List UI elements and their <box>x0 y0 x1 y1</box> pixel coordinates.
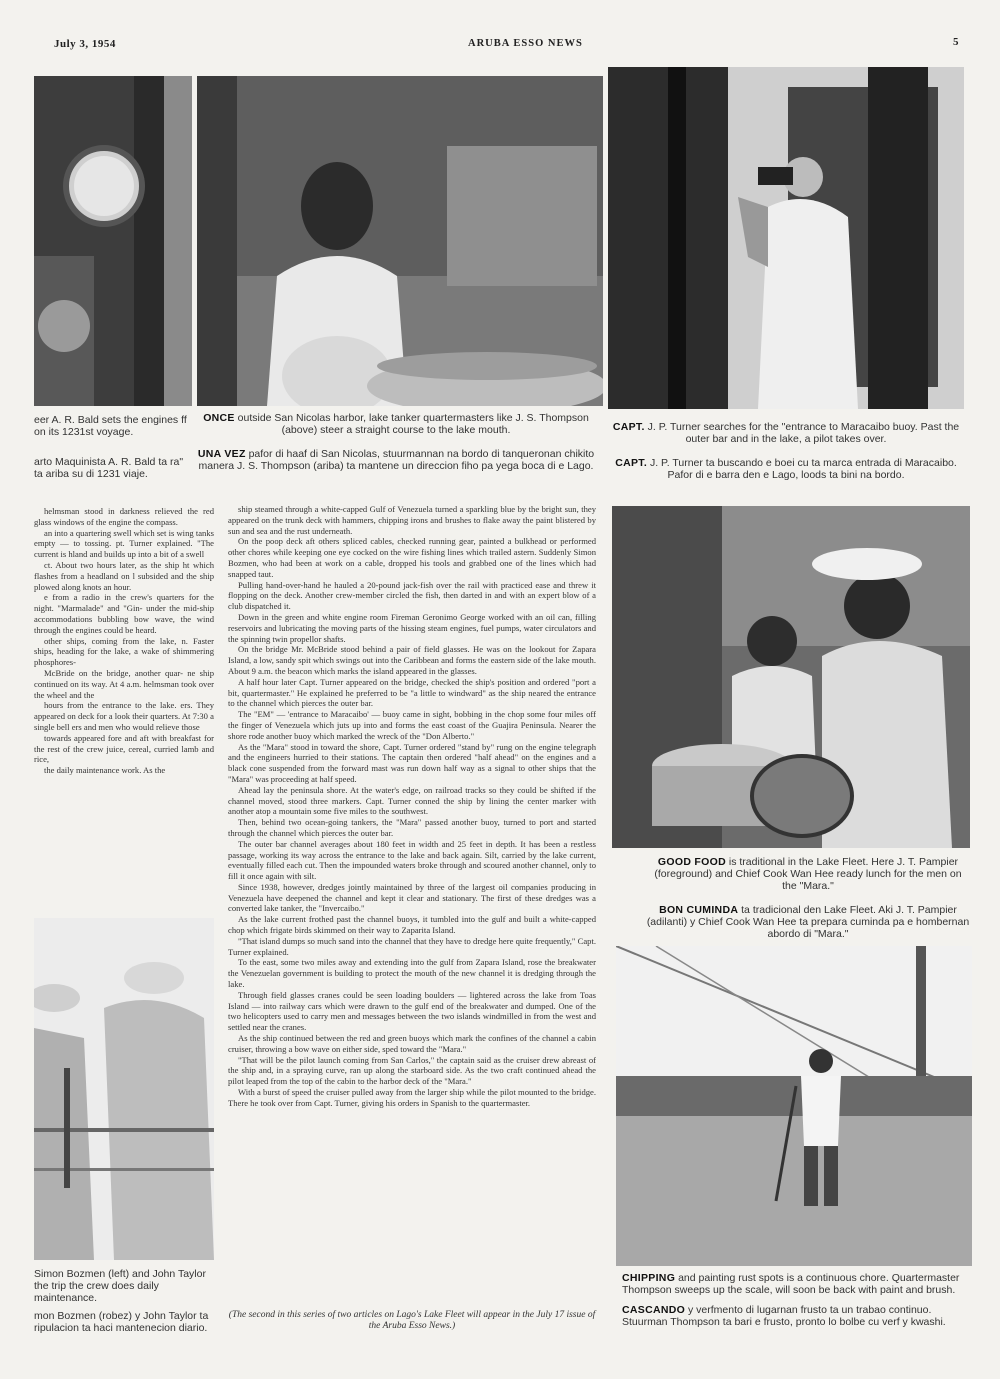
thompson-caption-papiamento-lead: UNA VEZ <box>197 448 246 460</box>
bozmen-caption-papiamento: mon Bozmen (robez) y John Taylor ta ripulacion ta haci mantenecion diario. <box>34 1310 209 1334</box>
chipping-caption-english-lead: CHIPPING <box>622 1272 676 1284</box>
left-article-column <box>34 506 214 896</box>
bozmen-caption <box>34 1268 214 1334</box>
chipping-photo <box>616 946 972 1266</box>
article-paragraph: A half hour later Capt. Turner appeared on the bridge, checked the ship's position and ordered "port a bit, quartermaster." He explained he preferred to be "a little to windward" as the ship neared the entrance to the channel which pierces the outer bar. <box>228 676 596 709</box>
article-paragraph: ct. About two hours later, as the ship ht which flashes from a headland on l subsided and the ship plowed along knots an hour. <box>34 559 214 592</box>
chipping-caption <box>622 1272 970 1328</box>
article-paragraph: hours from the entrance to the lake. ers. They appeared on deck for a look their quarters. At 7:30 a single bell ers and men who would relieve those <box>34 700 214 732</box>
article-paragraph: other ships, coming from the lake, n. Faster ships, heading for the lake, a wake of shimmering phosphores- <box>34 635 214 668</box>
article-paragraph: The "EM" — 'entrance to Maracaibo' — buoy came in sight, bobbing in the chop some four miles off the finger of Venezuela which juts up into and forms the east coast of the Guajira Peninsula. Nearer the shore rode another buoy which marked the wreck of the "Don Alberto." <box>228 709 596 741</box>
article-paragraph: Down in the green and white engine room Fireman Geronimo George worked with an oil can, filling reservoirs and lubricating the moving parts of the hissing steam engines, fuel pumps, water circulators and the spinning twin propellor shafts. <box>228 611 596 644</box>
article-paragraph: McBride on the bridge, another quar- ne ship continued on its way. At 4 a.m. helmsman took over the wheel and the <box>34 667 214 700</box>
article-paragraph: Then, behind two ocean-going tankers, the "Mara" passed another buoy, turned to port and started through the channel which pierces the outer bar. <box>228 817 596 838</box>
turner-caption-english: J. P. Turner searches for the "entrance to Maracaibo buoy. Past the outer bar and in the lake, a pilot takes over. <box>647 421 960 445</box>
article-paragraph: As the "Mara" stood in toward the shore, Capt. Turner ordered "stand by" rung on the engine telegraph and the engineers hurried to their stations. The captain then ordered "half ahead" on the engines and a black cone suspended from the forward mast was run down half way as a signal to other ships that the "Mara" was proceeding at half speed. <box>228 741 596 784</box>
thompson-photo <box>197 76 603 406</box>
chipping-caption-papiamento-lead: CASCANDO <box>622 1304 686 1316</box>
thompson-caption <box>196 412 596 472</box>
article-paragraph: Since 1938, however, dredges jointly maintained by three of the largest oil companies producing in Venezuela have deepened the channel and kept it clear and stationary. The first of these dredges was a converted lake tanker, the "Invercaibo." <box>228 881 596 914</box>
bozmen-caption-english: Simon Bozmen (left) and John Taylor the trip the crew does daily maintenance. <box>34 1268 206 1304</box>
article-paragraph: Through field glasses cranes could be seen loading boulders — lightered across the lake from Toas Island — into railway cars which were drawn to the gulf end of the breakwater and dumped. One of the two helicopters used to carry men and messages between the two islands windmilled in from the west and settled near the cranes. <box>228 989 596 1033</box>
thompson-caption-english-lead: ONCE <box>203 412 235 424</box>
article-paragraph: ship steamed through a white-capped Gulf of Venezuela turned a sparkling blue by the bright sun, they appeared on the trunk deck with hammers, chipping irons and brushes to flake away the paint blistered by sun and sea and the rust underneath. <box>228 504 596 536</box>
food-caption-english: is traditional in the Lake Fleet. Here J. T. Pampier (foreground) and Chief Cook Wan Hee ready lunch for the men on the "Mara." <box>654 856 962 892</box>
article-paragraph: an into a quartering swell which set is wing tanks empty — to tossing. pt. Turner explained. "The current is hland and builds up into a bit of a swell <box>34 527 214 560</box>
engineer-photo <box>34 76 192 406</box>
thompson-caption-english: outside San Nicolas harbor, lake tanker quartermasters like J. S. Thompson (above) steer a straight course to the lake mouth. <box>237 412 589 436</box>
cooks-photo <box>612 506 970 848</box>
turner-caption-papiamento: J. P. Turner ta buscando e boei cu ta marca entrada di Maracaibo. Pafor di e barra den e Lago, loods ta bini na bordo. <box>649 457 957 481</box>
article-paragraph: the daily maintenance work. As the <box>44 765 166 776</box>
food-caption-papiamento-lead: BON CUMINDA <box>659 904 739 916</box>
middle-article-column <box>228 504 596 1304</box>
article-paragraph: towards appeared fore and aft with breakfast for the rest of the crew juice, cereal, curried lamb and rice, <box>34 732 214 765</box>
page-number: 5 <box>953 36 959 48</box>
article-paragraph: helmsman stood in darkness relieved the red glass windows of the engine the compass. <box>34 506 214 527</box>
engineer-caption-english: eer A. R. Bald sets the engines ff on its 1231st voyage. <box>34 414 187 438</box>
article-paragraph: With a burst of speed the cruiser pulled away from the larger ship while the pilot mounted to the bridge. There he took over from Capt. Turner, giving his orders in Spanish to the quartermaster. <box>228 1087 596 1108</box>
article-paragraph: Pulling hand-over-hand he hauled a 20-pound jack-fish over the rail with practiced ease and threw it flopping on the deck. Another crew-member circled the fish, then darted in and with an expert blow of a club dispatched it. <box>228 579 596 612</box>
chipping-caption-english: and painting rust spots is a continuous chore. Quartermaster Thompson sweeps up the scale, will soon be back with paint and brush. <box>622 1272 960 1296</box>
article-paragraph: To the east, some two miles away and extending into the gulf from Zapara Island, rose the breakwater the Venezuelan government is building to protect the mouth of the new channel it is dredging through the lake. <box>228 957 596 990</box>
food-caption-english-lead: GOOD FOOD <box>657 856 726 868</box>
turner-caption-english-lead: CAPT. <box>612 421 645 433</box>
article-paragraph: As the lake current frothed past the channel buoys, it tumbled into the gulf and built a white-capped chop which frigate birds skimmed on their way to Zaparita Island. <box>228 914 596 936</box>
article-paragraph: "That will be the pilot launch coming from San Carlos," the captain said as the cruiser drew abreast of the ship and, in a spraying curve, ran up along the starboard side. As the two craft continued ahead the pilot leaped from the top of the cabin to the harbor deck of the "Mara." <box>228 1054 596 1087</box>
article-paragraph: On the bridge Mr. McBride stood behind a pair of field glasses. He was on the lookout for Zapara Island, a low, sandy spit which swings out into the Caribbean and forms the eastern side of the lake mouth. About 9 a.m. the beacon which marks the island appeared in the glasses. <box>228 644 596 676</box>
series-note: (The second in this series of two articles on Lago's Lake Fleet will appear in the July 17 issue of the Aruba Esso News.) <box>228 1310 596 1331</box>
food-caption <box>646 856 970 940</box>
article-paragraph: e from a radio in the crew's quarters for the night. "Marmalade" and "Gin- under the mid-ship accommodations bubbling bow wave, the wind through the engines could be heard. <box>34 592 214 635</box>
article-paragraph: The outer bar channel averages about 180 feet in width and 25 feet in depth. It has been a restless passage, working its way across the entrance to the lake and back again. Silt, carried by the lake current, eventually filled each cut. Then the impounded waters broke through and scoured another channel, only to fill it once again with silt. <box>228 838 596 882</box>
article-paragraph: As the ship continued between the red and green buoys which mark the confines of the channel a cabin cruiser, throwing a bow wave on either side, sped toward the "Mara." <box>228 1033 596 1054</box>
thompson-caption-papiamento: pafor di haaf di San Nicolas, stuurmannan na bordo di tanqueronan chikito manera J. S. Thompson (ariba) ta mantene un direccion fiho pa yega boca di e Lago. <box>198 448 595 472</box>
engineer-caption-papiamento: arto Maquinista A. R. Bald ta ra" ta ariba su di 1231 viaje. <box>34 456 184 480</box>
food-caption-papiamento: ta tradicional den Lake Fleet. Aki J. T. Pampier (adilanti) y Chief Cook Wan Hee ta prepara cuminda pa e hombernan abordo di "Mara." <box>646 904 970 940</box>
issue-date: July 3, 1954 <box>54 38 116 50</box>
turner-photo <box>608 67 964 409</box>
bozmen-taylor-photo <box>34 918 214 1260</box>
article-paragraph: "That island dumps so much sand into the channel that they have to dredge here quite frequently," Capt. Turner explained. <box>228 935 596 957</box>
newspaper-title: ARUBA ESSO NEWS <box>468 38 583 49</box>
turner-caption <box>608 421 964 481</box>
engineer-caption <box>34 414 194 480</box>
article-paragraph: Ahead lay the peninsula shore. At the water's edge, on railroad tracks so they could be shifted if the channel moved, stood three markers. Capt. Turner conned the ship by lining the center marker with another atop a mountain some five miles to the southwest. <box>228 784 596 817</box>
article-paragraph: On the poop deck aft others spliced cables, checked running gear, painted a bulkhead or performed other chores while keeping one eye cocked on the wire fishing lines which trailed astern. Suddenly Simon Bozmen, who had been at work on a cable, dropped his tools and grabbed one of the lines which had snapped taut. <box>228 536 596 579</box>
chipping-caption-papiamento: y verfmento di lugarnan frusto ta un trabao continuo. Stuurman Thompson ta bari e frusto, pronto lo bolbe cu verf y kwashi. <box>622 1304 946 1328</box>
turner-caption-papiamento-lead: CAPT. <box>615 457 648 469</box>
